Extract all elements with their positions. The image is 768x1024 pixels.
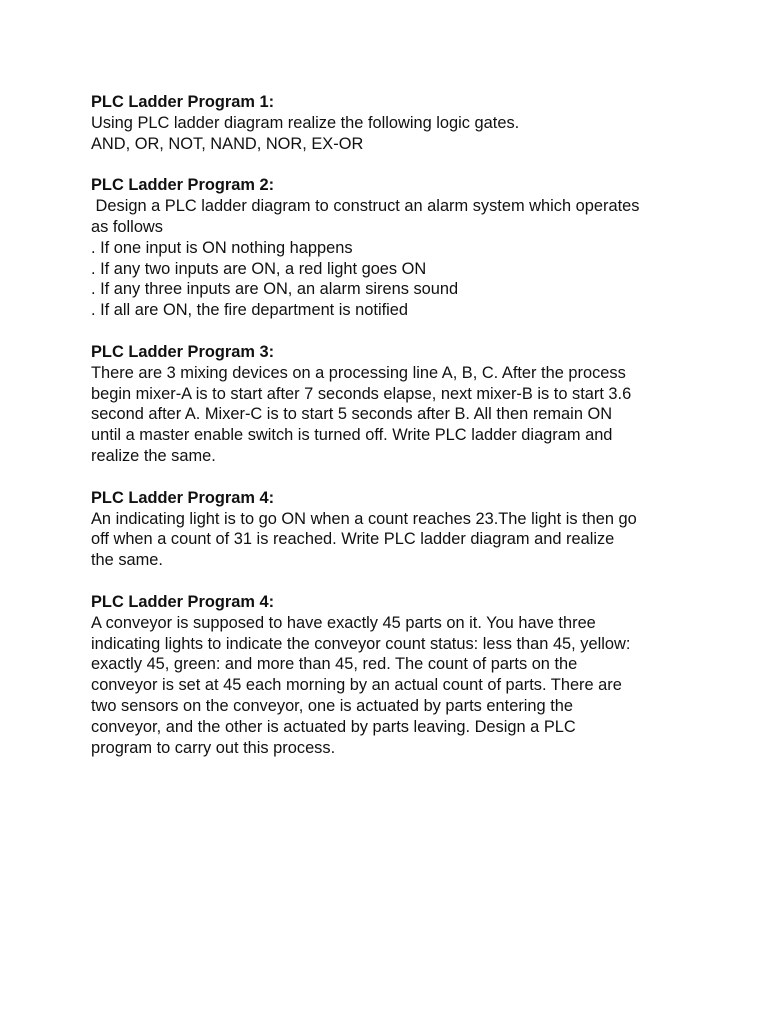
section-heading: PLC Ladder Program 2: bbox=[91, 176, 275, 195]
section-heading: PLC Ladder Program 4: bbox=[91, 592, 275, 611]
body-line: exactly 45, green: and more than 45, red. The count of parts on the bbox=[91, 655, 578, 674]
body-line: indicating lights to indicate the conveyor count status: less than 45, yellow: bbox=[91, 634, 631, 653]
section-heading: PLC Ladder Program 4: bbox=[91, 488, 275, 507]
body-line: Design a PLC ladder diagram to construct an alarm system which operates bbox=[91, 197, 640, 216]
section-program-3 bbox=[91, 342, 691, 467]
list-item: . If all are ON, the fire department is notified bbox=[91, 301, 409, 320]
list-item: . If one input is ON nothing happens bbox=[91, 238, 353, 257]
body-line: AND, OR, NOT, NAND, NOR, EX-OR bbox=[91, 134, 364, 153]
section-program-4b bbox=[91, 592, 691, 758]
body-line: program to carry out this process. bbox=[91, 738, 336, 757]
body-line: realize the same. bbox=[91, 446, 216, 465]
section-heading: PLC Ladder Program 1: bbox=[91, 93, 275, 111]
section-heading: PLC Ladder Program 3: bbox=[91, 342, 275, 361]
body-line: conveyor, and the other is actuated by parts leaving. Design a PLC bbox=[91, 717, 576, 736]
list-item: . If any two inputs are ON, a red light goes ON bbox=[91, 259, 427, 278]
body-line: the same. bbox=[91, 551, 163, 570]
body-line: An indicating light is to go ON when a count reaches 23.The light is then go bbox=[91, 509, 637, 528]
body-line: begin mixer-A is to start after 7 seconds elapse, next mixer-B is to start 3.6 bbox=[91, 384, 632, 403]
body-line: off when a count of 31 is reached. Write PLC ladder diagram and realize bbox=[91, 530, 615, 549]
section-program-1 bbox=[91, 92, 691, 154]
body-line: until a master enable switch is turned off. Write PLC ladder diagram and bbox=[91, 426, 613, 445]
body-line: conveyor is set at 45 each morning by an actual count of parts. There are bbox=[91, 676, 622, 695]
body-line: There are 3 mixing devices on a processing line A, B, C. After the process bbox=[91, 363, 626, 382]
section-program-2 bbox=[91, 175, 691, 321]
section-program-4a bbox=[91, 488, 691, 571]
body-line: two sensors on the conveyor, one is actuated by parts entering the bbox=[91, 696, 573, 715]
body-line: second after A. Mixer-C is to start 5 seconds after B. All then remain ON bbox=[91, 405, 613, 424]
document-page bbox=[91, 92, 691, 779]
list-item: . If any three inputs are ON, an alarm sirens sound bbox=[91, 280, 459, 299]
body-line: A conveyor is supposed to have exactly 45 parts on it. You have three bbox=[91, 613, 596, 632]
body-line: Using PLC ladder diagram realize the following logic gates. bbox=[91, 113, 520, 132]
body-line: as follows bbox=[91, 217, 163, 236]
